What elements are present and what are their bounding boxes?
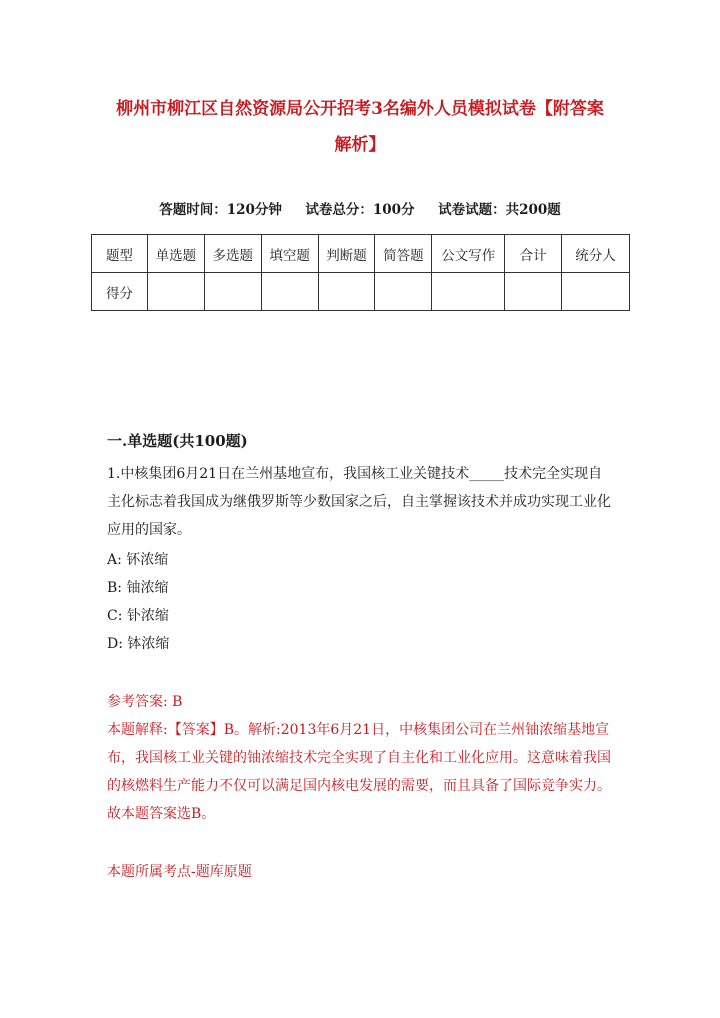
option-d: D: 钵浓缩 xyxy=(107,636,170,652)
score-row-label: 得分 xyxy=(92,273,148,311)
score-cell xyxy=(432,273,505,311)
score-table-score-row xyxy=(92,273,630,311)
option-a: A: 钚浓缩 xyxy=(107,552,169,568)
score-cell xyxy=(261,273,318,311)
score-cell xyxy=(562,273,630,311)
answer-explanation: 本题解释:【答案】B。解析:2013年6月21日，中核集团公司在兰州铀浓缩基地宣布，我国核工业关键的铀浓缩技术完全实现了自主化和工业化应用。这意味着我国的核燃料生产能力不仅可以满足国内核电发展的需要，而且具备了国际竞争实力。故本题答案选B。 xyxy=(107,722,611,822)
section-heading: 一.单选题(共100题) xyxy=(107,432,248,450)
header-cell-scorer: 统分人 xyxy=(562,235,630,273)
document-title-line-1: 柳州市柳江区自然资源局公开招考3名编外人员模拟试卷【附答案 xyxy=(116,99,604,119)
score-table xyxy=(91,234,630,311)
score-cell xyxy=(204,273,261,311)
score-cell xyxy=(375,273,432,311)
header-cell-short-answer: 简答题 xyxy=(375,235,432,273)
header-cell-total: 合计 xyxy=(505,235,562,273)
header-cell-single-choice: 单选题 xyxy=(147,235,204,273)
knowledge-point: 本题所属考点-题库原题 xyxy=(107,864,252,880)
score-cell xyxy=(147,273,204,311)
exam-info: 答题时间：120分钟 试卷总分：100分 试卷试题：共200题 xyxy=(159,202,561,218)
score-cell xyxy=(505,273,562,311)
option-b: B: 铀浓缩 xyxy=(107,580,169,596)
question-stem: 1.中核集团6月21日在兰州基地宣布，我国核工业关键技术_____技术完全实现自主化标志着我国成为继俄罗斯等少数国家之后，自主掌握该技术并成功实现工业化应用的国家。 xyxy=(107,466,611,538)
document-title-line-2: 解析】 xyxy=(334,135,386,155)
reference-answer: 参考答案: B xyxy=(107,694,183,710)
header-cell-fill-blank: 填空题 xyxy=(261,235,318,273)
header-cell-multiple-choice: 多选题 xyxy=(204,235,261,273)
header-cell-official-writing: 公文写作 xyxy=(432,235,505,273)
header-cell-true-false: 判断题 xyxy=(318,235,375,273)
option-c: C: 钋浓缩 xyxy=(107,608,169,624)
header-cell-type: 题型 xyxy=(92,235,148,273)
score-cell xyxy=(318,273,375,311)
score-table-header-row xyxy=(92,235,630,273)
